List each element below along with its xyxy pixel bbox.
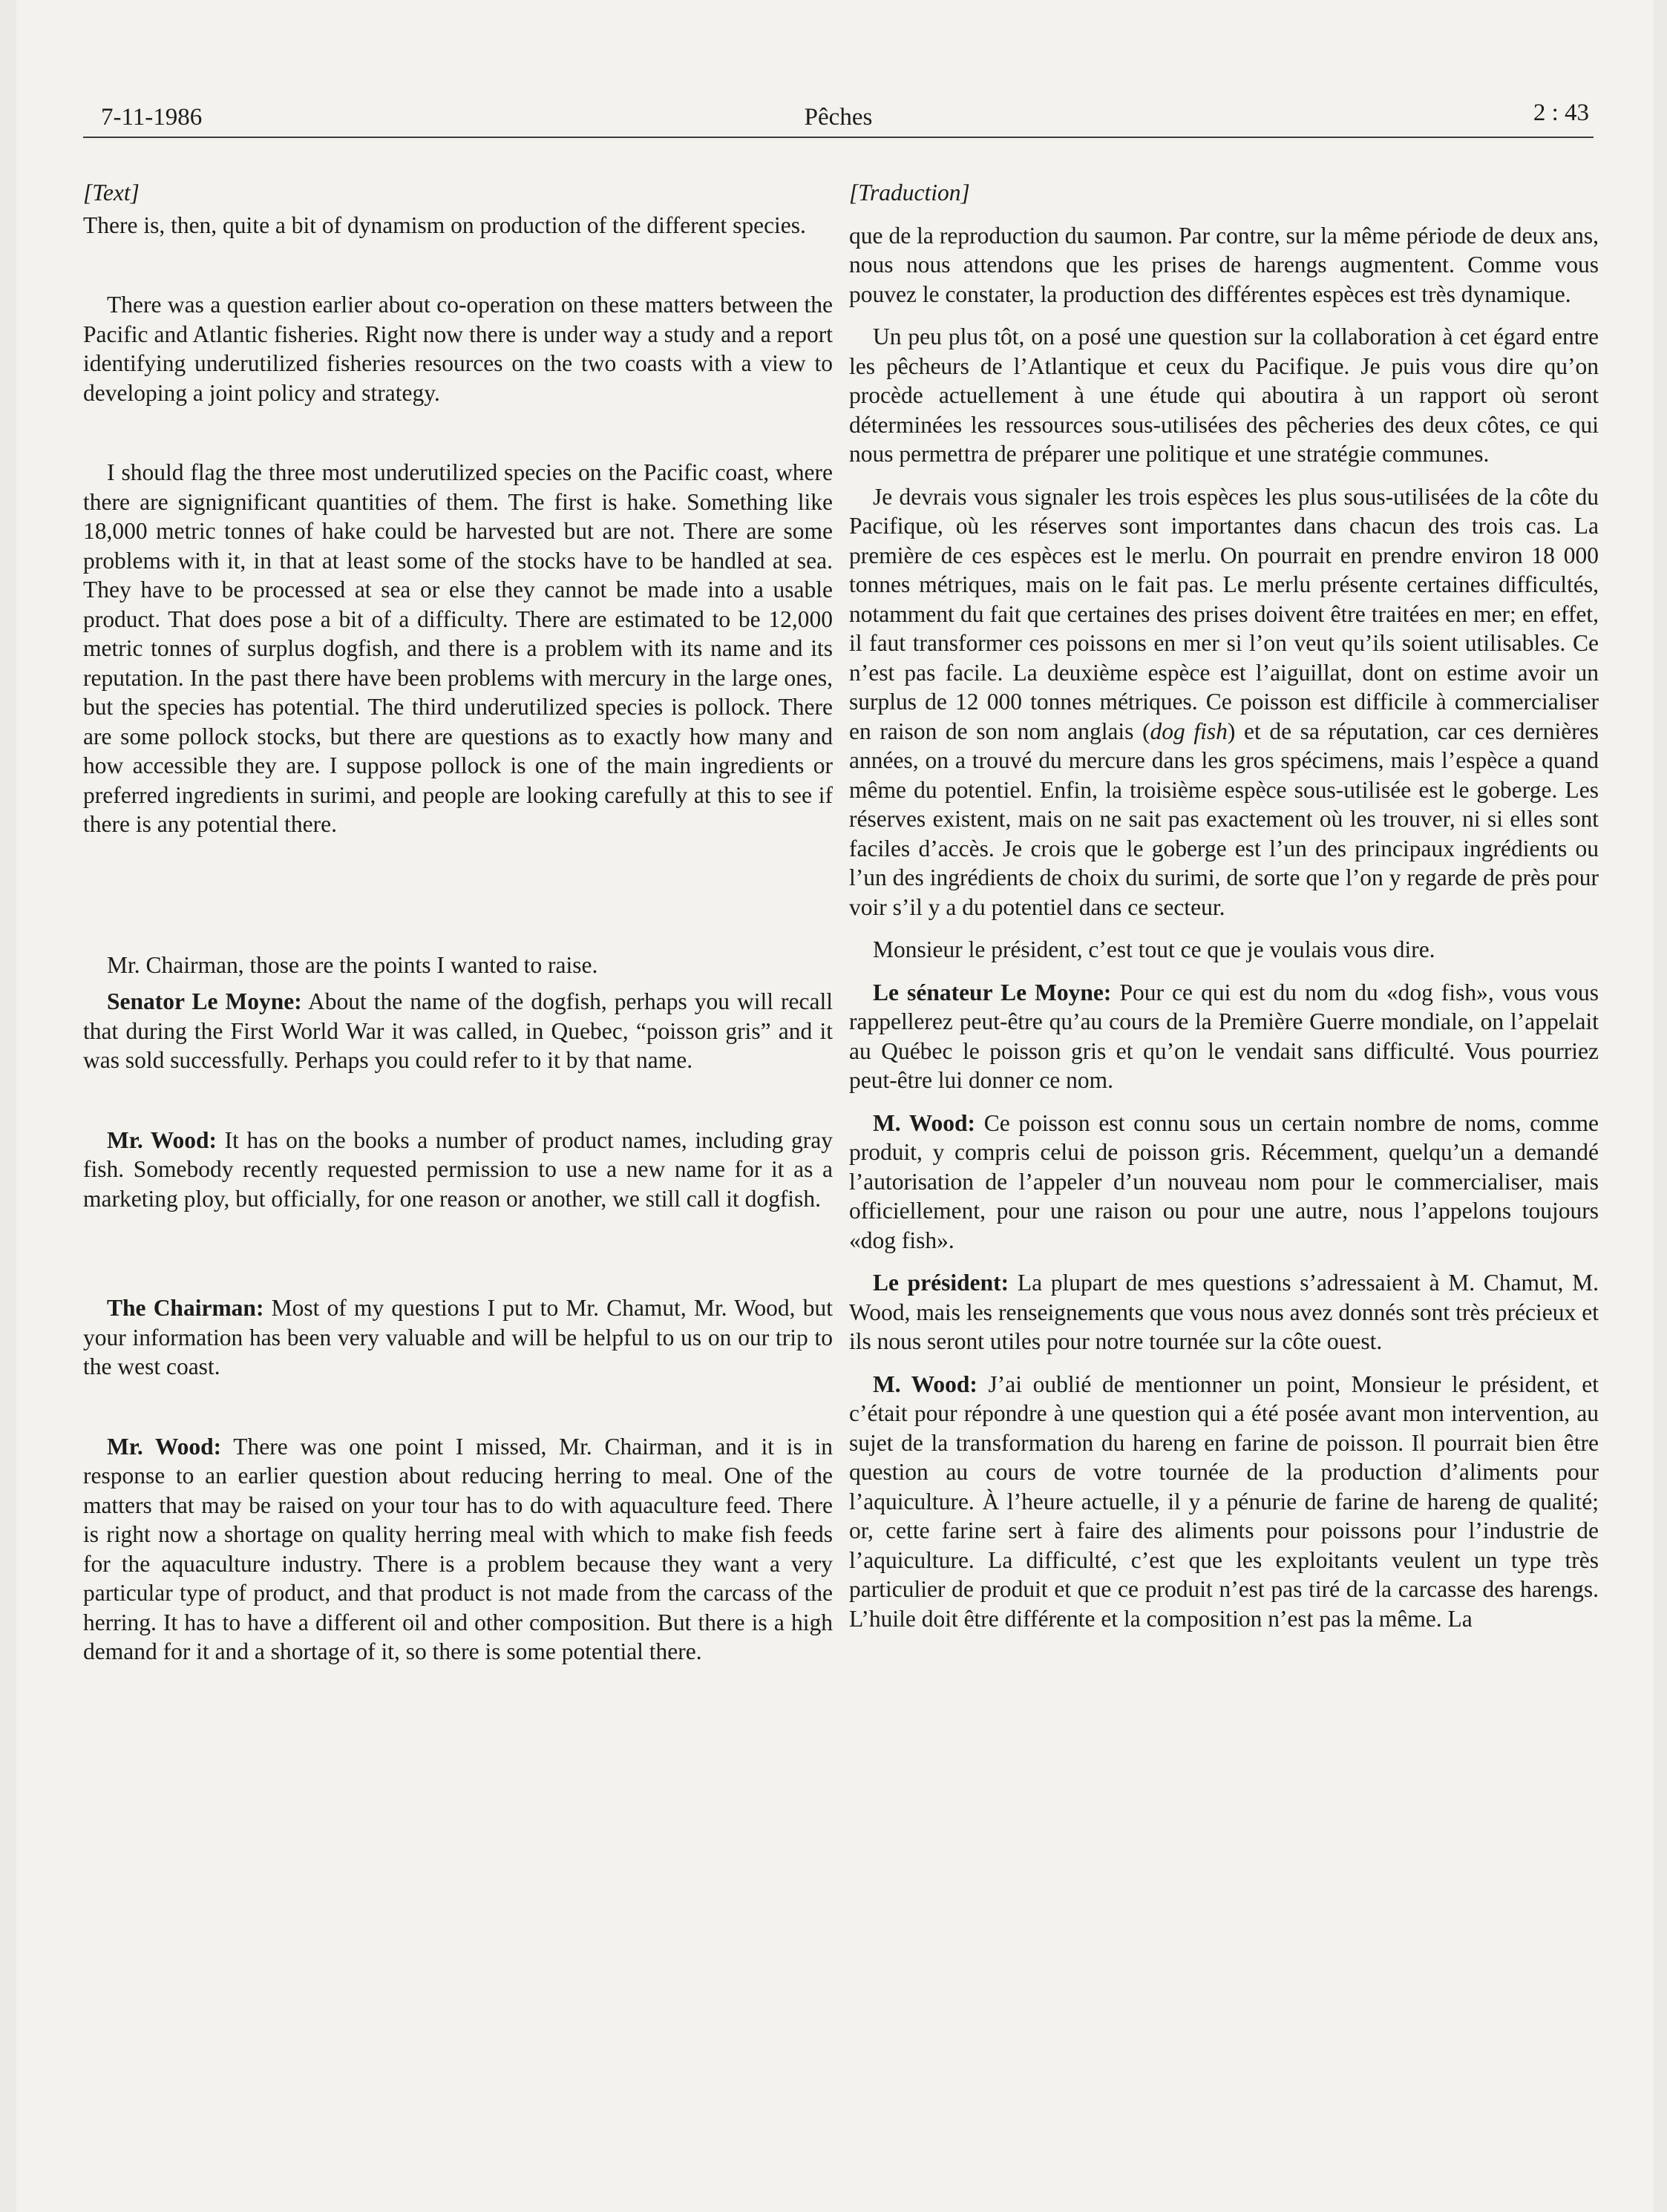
speech-text: La plupart de mes questions s’adressaient à M. Chamut, M. Wood, mais les renseignements que vous nous avez donnés sont très précieux et ils nous seront utiles pour notre tournée sur la côte ouest.: [849, 1270, 1599, 1354]
french-paragraph: [849, 978, 1599, 1095]
english-paragraph: [83, 1126, 833, 1214]
speaker-name: Le sénateur Le Moyne:: [873, 979, 1112, 1005]
speaker-name: Senator Le Moyne:: [107, 988, 302, 1014]
english-paragraph: [83, 1432, 833, 1667]
speech-text: Most of my questions I put to Mr. Chamut, Mr. Wood, but your information has been very valuable and will be helpful to us on our trip to the west coast.: [83, 1295, 833, 1379]
french-paragraph: [849, 1370, 1599, 1634]
document-page: [16, 0, 1654, 2212]
speaker-name: M. Wood:: [873, 1109, 976, 1136]
speech-text: J’ai oublié de mentionner un point, Monsieur le président, et c’était pour répondre à une question qui a été posée avant mon intervention, au sujet de la transformation du hareng en farine de poisson. Il pourrait bien être question au cours de votre tournée de la production d’aliments pour l’aquiculture. À l’heure actuelle, il y a pénurie de farine de hareng de qualité; or, cette farine sert à faire des aliments pour poissons pour l’industrie de l’aquiculture. La difficulté, c’est que les exploitants veulent un type très particulier de produit et que ce produit n’est pas tiré de la carcasse des harengs. L’huile doit être différente et la composition n’est pas la même. La: [849, 1371, 1599, 1632]
english-label: [Text]: [83, 180, 140, 206]
header-title: Pêches: [804, 104, 873, 131]
english-paragraph: There was a question earlier about co-operation on these matters between the Pacific and Atlantic fisheries. Right now there is under way a study and a report identifying underutilized fisheries resources on the two coasts with a view to developing a joint policy and strategy.: [83, 292, 833, 406]
speech-text: Pour ce qui est du nom du «dog fish», vous vous rappellerez peut-être qu’au cours de la Première Guerre mondiale, on l’appelait au Québec le poisson gris et qu’on le vendait sans difficulté. Vous pourriez peut-être lui donner ce nom.: [849, 979, 1599, 1093]
english-column: [83, 178, 833, 1667]
speaker-name: Mr. Wood:: [107, 1126, 217, 1153]
english-paragraph: Mr. Chairman, those are the points I wanted to raise.: [107, 951, 598, 978]
page-header: [83, 98, 1594, 138]
french-paragraph: Monsieur le président, c’est tout ce que je voulais vous dire.: [873, 936, 1435, 962]
header-date: 7-11-1986: [101, 104, 203, 131]
french-paragraph: que de la reproduction du saumon. Par contre, sur la même période de deux ans, nous nous attendons que les prises de harengs augmentent. Comme vous pouvez le constater, la production des différentes espèces est très dynamique.: [849, 222, 1599, 307]
english-paragraph: There is, then, quite a bit of dynamism on production of the different species.: [83, 211, 806, 238]
french-label: [Traduction]: [849, 180, 970, 206]
english-paragraph: [83, 1293, 833, 1382]
speech-text: Ce poisson est connu sous un certain nombre de noms, comme produit, y compris celui de poisson gris. Récemment, quelqu’un a demandé l’autorisation de l’appeler d’un nouveau nom pour le commercialiser, mais officiellement, pour une raison ou pour une autre, nous l’appelons toujours «dog fish».: [849, 1109, 1599, 1253]
speech-text: Je devrais vous signaler les trois espèces les plus sous-utilisées de la côte du Pacifique, où les réserves sont importantes dans chacun des trois cas. La première de ces espèces est le merlu. On pourrait en prendre environ 18 000 tonnes métriques, mais on le fait pas. Le merlu présente certaines difficultés, notamment du fait que certaines des prises doivent être traitées en mer; en effet, il faut transformer ces poissons en mer si l’on veut qu’ils soient utilisables. Ce n’est pas facile. La deuxième espèce est l’aiguillat, dont on estime avoir un surplus de 12 000 tonnes métriques. Ce poisson est difficile à commercialiser en raison de son nom anglais (: [849, 483, 1599, 744]
english-paragraph: I should flag the three most underutilized species on the Pacific coast, where there are signignificant quantities of them. The first is hake. Something like 18,000 metric tonnes of hake could be harvested but are not. There are some problems with it, in that at least some of the stocks have to be handled at sea. They have to be processed at sea or else they cannot be made into a usable product. That does pose a bit of a difficulty. There are estimated to be 12,000 metric tonnes of surplus dogfish, and there is a problem with its name and its reputation. In the past there have been problems with mercury in the large ones, but the species has potential. The third underutilized species is pollock. There are some pollock stocks, but there are questions as to exactly how many and how accessible they are. I suppose pollock is one of the main ingredients or preferred ingredients in surimi, and people are looking carefully at this to see if there is any potential there.: [83, 459, 833, 837]
speaker-name: The Chairman:: [107, 1295, 264, 1321]
header-page-number: 2 : 43: [1533, 99, 1589, 126]
french-paragraph: [849, 482, 1599, 922]
english-paragraph: [83, 987, 833, 1075]
speech-text: About the name of the dogfish, perhaps you will recall that during the First World War it was called, in Quebec, “poisson gris” and it was sold successfully. Perhaps you could refer to it by that name.: [83, 988, 833, 1073]
speaker-name: Le président:: [873, 1270, 1009, 1296]
emphasis-text: dog fish: [1150, 718, 1228, 744]
french-paragraph: [849, 1109, 1599, 1256]
speaker-name: M. Wood:: [873, 1371, 977, 1397]
french-paragraph: [849, 1268, 1599, 1356]
speech-text: It has on the books a number of product names, including gray fish. Somebody recently requested permission to use a new name for it as a marketing ploy, but officially, for one reason or another, we still call it dogfish.: [83, 1126, 833, 1212]
speech-text: ) et de sa réputation, car ces dernières années, on a trouvé du mercure dans les gros spécimens, mais l’espèce a quand même du potentiel. Enfin, la troisième espèce sous-utilisée est le goberge. Les réserves existent, mais on ne sait pas exactement où les trouver, ni si elles sont faciles d’accès. Je crois que le goberge est l’un des principaux ingrédients ou l’un des ingrédients de choix du surimi, de sorte que l’on y regarde de près pour voir s’il y a du potentiel dans ce secteur.: [849, 718, 1599, 920]
speaker-name: Mr. Wood:: [107, 1433, 222, 1460]
speech-text: There was one point I missed, Mr. Chairman, and it is in response to an earlier question about reducing herring to meal. One of the matters that may be raised on your tour has to do with aquaculture feed. There is right now a shortage on quality herring meal with which to make fish feeds for the aquaculture industry. There is a problem because they want a very particular type of product, and that product is not made from the carcass of the herring. It has to have a different oil and other composition. But there is a high demand for it and a shortage of it, so there is some potential there.: [83, 1433, 833, 1664]
french-column: [849, 178, 1599, 1633]
french-paragraph: Un peu plus tôt, on a posé une question sur la collaboration à cet égard entre les pêcheurs de l’Atlantique et ceux du Pacifique. Je puis vous dire qu’on procède actuellement à une étude qui aboutira à un rapport où seront déterminées les ressources sous-utilisées des pêcheries des deux côtes, ce qui nous permettra de préparer une politique et une stratégie communes.: [849, 324, 1599, 467]
